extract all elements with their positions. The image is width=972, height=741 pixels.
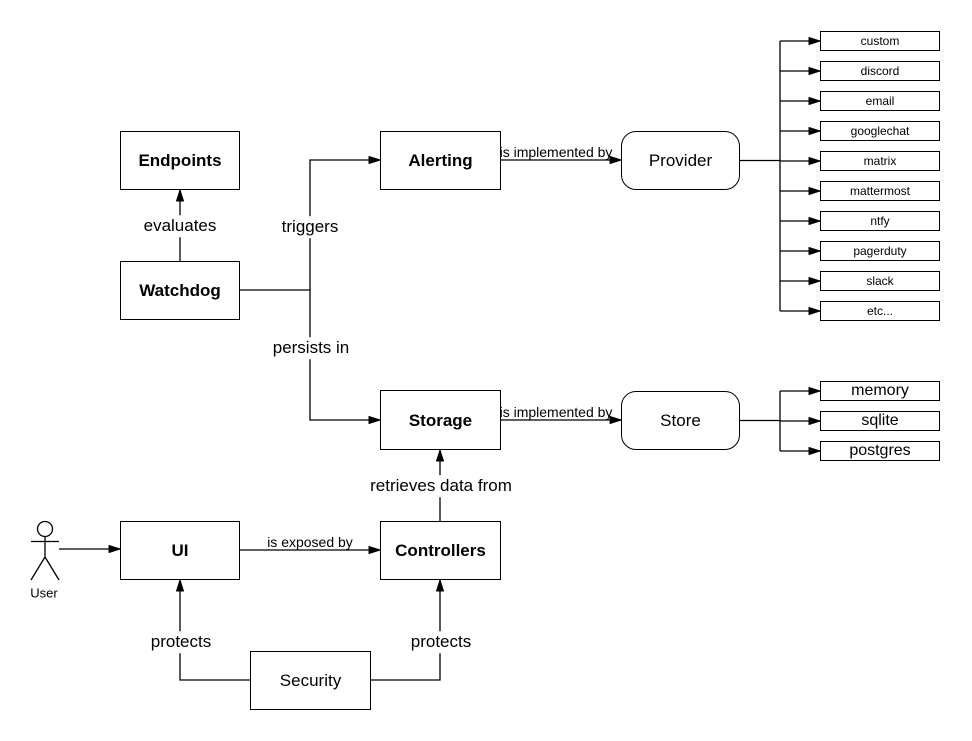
node-ui: UI xyxy=(120,521,240,580)
user-label: User xyxy=(30,585,58,601)
node-discord: discord xyxy=(820,61,940,81)
node-mattermost: mattermost xyxy=(820,181,940,201)
node-ntfy: ntfy xyxy=(820,211,940,231)
node-security: Security xyxy=(250,651,371,710)
edge-label-alerting-implemented-provider: is implemented by xyxy=(499,143,613,160)
edge-label-security-protects-controllers: protects xyxy=(407,631,475,653)
node-endpoints: Endpoints xyxy=(120,131,240,190)
edge-label-ui-exposed-controllers: is exposed by xyxy=(267,533,353,550)
node-googlechat: googlechat xyxy=(820,121,940,141)
edge-label-watchdog-triggers-alerting: triggers xyxy=(278,216,343,238)
node-memory: memory xyxy=(820,381,940,401)
node-postgres: postgres xyxy=(820,441,940,461)
node-store: Store xyxy=(621,391,740,450)
node-sqlite: sqlite xyxy=(820,411,940,431)
node-email: email xyxy=(820,91,940,111)
node-alerting: Alerting xyxy=(380,131,501,190)
node-watchdog: Watchdog xyxy=(120,261,240,320)
node-provider: Provider xyxy=(621,131,740,190)
node-custom: custom xyxy=(820,31,940,51)
node-etc: etc... xyxy=(820,301,940,321)
node-slack: slack xyxy=(820,271,940,291)
node-matrix: matrix xyxy=(820,151,940,171)
edge-label-watchdog-persists-storage: persists in xyxy=(269,337,354,359)
node-controllers: Controllers xyxy=(380,521,501,580)
edge-label-watchdog-evaluates-endpoints: evaluates xyxy=(140,215,221,237)
node-pagerduty: pagerduty xyxy=(820,241,940,261)
edge-label-storage-implemented-store: is implemented by xyxy=(499,403,613,420)
node-storage: Storage xyxy=(380,390,501,450)
edge-label-security-protects-ui: protects xyxy=(147,631,215,653)
edge-label-controllers-retrieves-storage: retrieves data from xyxy=(366,475,516,497)
